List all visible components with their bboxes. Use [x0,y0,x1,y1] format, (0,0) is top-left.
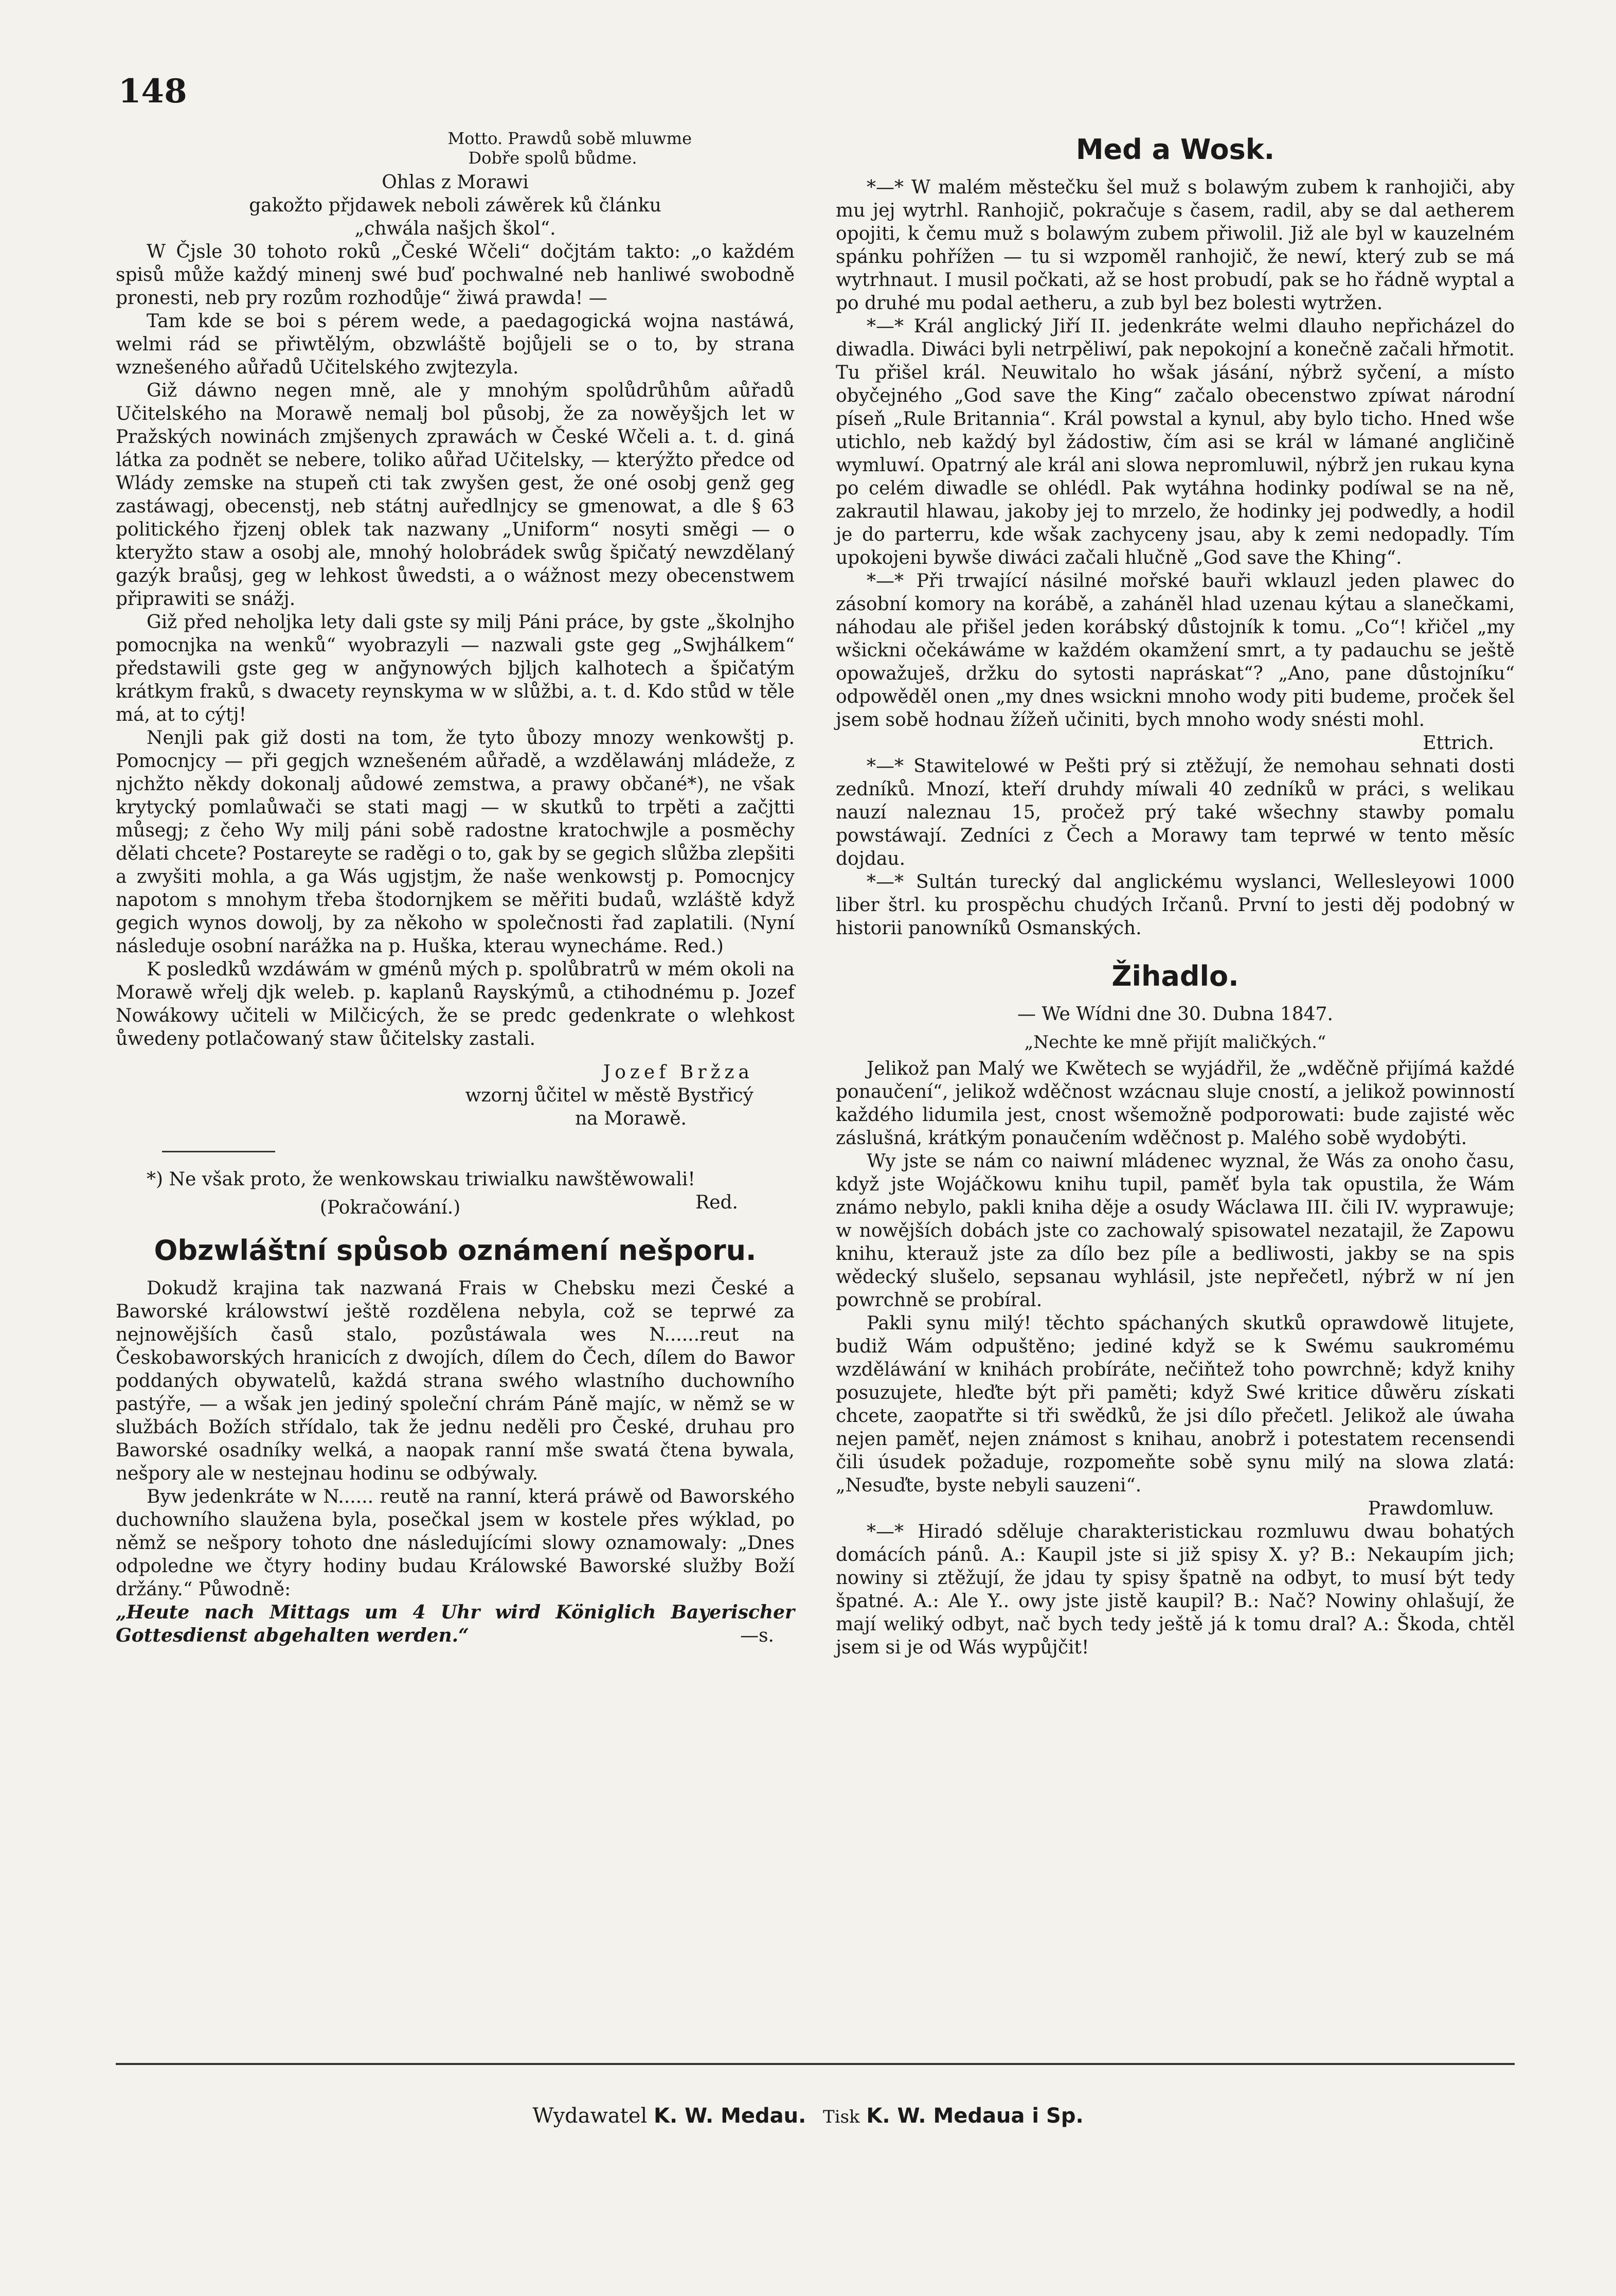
footnote-divider [162,1151,275,1152]
motto-line-2: Dobře spolů bůdme. [468,148,637,168]
footnote-text: *) Ne však proto, že wenkowskau triwialku nawštěwowali! Red. [116,1168,795,1191]
right-column [836,129,1515,1659]
signature-line-2: wzornj ůčitel w městě Bystřicý [465,1085,753,1106]
motto [116,129,795,168]
fraktur-quote: „Heute nach Mittags um 4 Uhr wird Königlich Bayerischer Gottesdienst abgehalten werden.“ —s. [116,1601,795,1646]
dateline: — We Wídni dne 30. Dubna 1847. [1017,1004,1333,1025]
article-subtitle-1: gakožto přjdawek neboli záwěrek ků článku [249,195,661,216]
article-2-sign: —s. [740,1625,774,1646]
paragraph: Pakli synu milý! těchto spáchaných skutků oprawdowě litujete, budiž Wám odpuštěno; jediné když se k Swému saukromému wzděláwání w knihách probíráte, nečiňtež toho powrchně; když knihy posuzujete, hleďte být při paměti; když Swé kritice důwěru získati chcete, zaopatřte si tři swědků, že jsi dílo přečetl. Jelikož ale úwaha nejen paměť, nejen známost s knihau, anobrž i potestatem recensendi čili úsudek požaduje, rozpomeňte sobě synu milý na slowa zlatá: „Nesuďte, byste nebyli sauzeni“. [836,1313,1515,1496]
imprint [0,2104,1616,2128]
paragraph: Nenjli pak giž dosti na tom, že tyto ůbozy mnozy wenkowštj p. Pomocnjcy — při gegjch wznešeném aůřadě, a wzdělawánj mládeže, z njchžto někdy dokonalj aůdowé zemstwa, a prawy občané*), ne však krytycký pomlaůwači se stati magj — w skutků to trpěti a začjtti můsegj; z čeho Wy milj páni sobě radostne kratochwjle a posměchy dělati chcete? Postareyte se raděgi o to, gak by se gegich slůžba zlepšiti a zwyšiti mohla, a ga Wás ugjstjm, že naše wenkowstj p. Pomocnjcy napotom s mnohym třeba štodornjkem se měřiti budaů, wzláště když gegich wynos dowolj, by za někoho w společnosti řad zaplatili. (Nyní následuje osobní narážka na p. Huška, kterau wynecháme. Red.) [116,727,795,957]
paragraph: *—* Stawitelowé w Pešti prý si ztěžují, že nemohau sehnati dosti zedníků. Mnozí, kteří druhdy míwali 40 zedníků w práci, s welikau nauzí naleznau 15, pročež prý také wšechny stawby pomalu powstáwají. Zedníci z Čech a Morawy tam teprwé w tento měsíc dojdau. [836,756,1515,869]
sign-ettrich: Ettrich. [1423,733,1494,754]
med-a-wosk-title: Med a Wosk. [1075,133,1275,166]
paragraph: K posledků wzdáwám w gménů mých p. spolůbratrů w mém okoli na Morawě wřelj djk weleb. p. kaplanů Rayskýmů, a ctihodnému p. Jozef Nowákowy učiteli w Milčicých, že se predc gedenkrate o wlehkost ůwedeny potlačowaný staw ůčitelsky zastali. [116,959,795,1049]
paragraph: Tam kde se boi s pérem wede, a paedagogická wojna nastáwá, welmi rád se přiwtělým, obzwláště bojůjeli se o to, by strana wznešeného aůřadů Učitelského zwjtezyla. [116,311,795,378]
paragraph: Byw jedenkráte w N...... reutě na ranní, která práwě od Baworského duchowního slaužena byla, posečkal jsem w kostele přes wýklad, po němž se nešpory tohoto dne následujícími slowy oznamowaly: „Dnes odpoledne we čtyry hodiny budau Králowské Baworské služby Boží držány.“ Půwodně: [116,1486,795,1600]
paragraph: Giž před neholjka lety dali gste sy milj Páni práce, by gste „školnjho pomocnjka na wenků“ wyobrazyli — nazwali gste geg „Swjhálkem“ předstawili gste geg w anğynowých bjljch kalhotech a špičatým krátkym fraků, s dwacety reynskyma w w slůžbi, a. t. d. Kdo stůd w těle má, at to cýtj! [116,612,795,725]
article-subtitle-2: „chwála našjch škol“. [354,218,556,239]
page-number: 148 [118,72,187,111]
publisher-name: K. W. Medau. [653,2104,806,2128]
footnote-red: Red. [695,1192,738,1213]
article-2-title: Obzwláštní spůsob oznámení nešporu. [154,1234,757,1267]
imprint-prefix: Wydawatel [532,2104,648,2128]
signature [116,1061,795,1130]
zihadlo-title: Žihadlo. [1111,960,1239,992]
paragraph: Dokudž krajina tak nazwaná Frais w Chebsku mezi České a Baworské králowstwí ještě rozdělena nebyla, což se teprwé za nejnowějších časů stalo, pozůstáwala wes N......reut na Českobaworských hranicích z dwojích, dílem do Čech, dílem do Bawor poddaných obywatelů, každá strana swého wlastního duchowního pastýře, — a wšak jen jediný společní chrám Páně majíc, w němž se w službách Božích střídalo, tak že jednu neděli pro České, druhau pro Baworské osadníky welká, a naopak ranní mše swatá čtena bywala, nešpory ale w nestejnau hodinu se odbýwaly. [116,1278,795,1484]
epigraph-quote: „Nechte ke mně přijít maličkých.“ [1024,1032,1326,1053]
motto-line-1: Motto. Prawdů sobě mluwme [447,129,692,148]
paragraph: W Čjsle 30 tohoto roků „České Wčeli“ dočjtám takto: „o každém spisů může každý minenj swé buď pochwalné neb hanliwé swobodně pronesti, neb pry rozům rozhodůje“ žiwá prawda! — [116,241,795,309]
paragraph: Jelikož pan Malý we Kwětech se wyjádřil, že „wděčně přijímá každé ponaučení“, jelikož wděčnost wzácnau sluje cností, a jelikož powinností každého lidumila jest, cnost wšemožně podporowati: bude zajisté wěc záslušná, krátkým ponaučením wděčnost p. Malého sobě wydobýti. [836,1058,1515,1149]
continuation-note: (Pokračowání.) [319,1197,461,1218]
paragraph: *—* W malém městečku šel muž s bolawým zubem k ranhojiči, aby mu jej wytrhl. Ranhojič, pokračuje s časem, radil, aby se dal aetherem opojiti, k čemu muž s bolawým zubem přiwolil. Již ale byl w kauzelném spánku pohřížen — tu si wzpoměl ranhojič, že newí, který zub se má wytrhnaut. I musil počkati, až se host probudí, pak se ho řádně wyptal a po druhé mu podal aetheru, a zub byl bez bolesti wytržen. [836,177,1515,314]
paragraph: Wy jste se nám co naiwní mládenec wyznal, že Wás za onoho času, když jste Wojáčkowu knihu tupil, paměť byla tak opustila, že Wám známo nebylo, pakli kniha děje a osudy Wáclawa III. čili IV. wyprawuje; w nowějších dobách jste co zachowalý spisowatel nezatajil, že Zapowu knihu, kterauž jste za dílo bez píle a bedliwosti, jakby se na spis wědecký slušelo, sepsanau wyhlásil, jste nepřečetl, nýbrž w ní jen powrchně se probíral. [836,1151,1515,1311]
printer-name: K. W. Medaua i Sp. [866,2104,1084,2128]
print-prefix: Tisk [823,2107,860,2127]
paragraph: *—* Sultán turecký dal anglickému wyslanci, Wellesleyowi 1000 liber štrl. ku prospěchu chudých Irčanů. První to jesti děj podobný w historii panowníků Osmanských. [836,871,1515,939]
signature-name: Jozef Bržza [603,1062,753,1083]
signature-line-3: na Morawě. [575,1108,687,1129]
bottom-divider [116,2063,1515,2065]
paragraph: Giž dáwno negen mně, ale y mnohým spolůdrůhům aůřadů Učitelského na Morawě nemalj bol působj, že za nowěyšjch let w Pražských nowinách zmjšenych zprawách w České Wčeli a. t. d. giná látka za podnět se nebere, toliko aůřad Učitelsky, — kterýžto předce od Wlády zemske na stupeň cti tak zwyšen gest, že oné osobj genž geg zastáwagj, obecenstj, neb státnj auředlnjcy se gmenowat, a dle § 63 politického řjzenj oblek tak nazwany „Uniform“ nosyti směgi — o kteryžto staw a osobj ale, mnohý holobrádek swůg špičatý newzdělaný gazýk braůsj, geg w lehkost ůwedsti, a o wážnost mezy obecenstwem připrawiti se snážj. [116,380,795,610]
article-title: Ohlas z Morawi [382,172,529,193]
paragraph: *—* Hiradó sděluje charakteristickau rozmluwu dwau bohatých domácích pánů. A.: Kaupil jste si již spisy X. y? B.: Nekaupím jich; nowiny si ztěžují, že jdau ty spisy špatně na odbyt, to musí být tedy špatné. A.: Ale Y.. owy jste jistě kaupil? B.: Nač? Nowiny ohlašují, že mají weliký odbyt, nač bych tedy ještě já k tomu dral? A.: Škoda, chtěl jsem si je od Wás wypůjčit! [836,1521,1515,1658]
paragraph: *—* Při trwající násilné mořské bauři wklauzl jeden plawec do zásobní komory na korábě, a zaháněl hlad uzenau kýtau a slanečkami, náhodau ale přišel jeden korábský důstojník k tomu. „Co“! křičel „my wšickni očekáwáme w každém okamžení smrt, a ty padauchu se ještě opowažuješ, držku do sytosti napráskat“? „Ano, pane důstojníku“ odpowěděl onen „my dnes wsickni mnoho wody piti budeme, proček šel jsem sobě hodnau žížeň učiniti, bych mnoho wody snésti mohl. [836,571,1515,731]
left-column [116,129,795,1647]
sign-prawdomluw: Prawdomluw. [1368,1498,1494,1519]
paragraph: *—* Král anglický Jiří II. jedenkráte welmi dlauho nepřicházel do diwadla. Diwáci byli netrpěliwí, pak nepokojní a konečně začali hřmotit. Tu přišel král. Neuwitalo ho wšak jásání, nýbrž syčení, a místo obyčejného „God save the King“ začalo obecenstwo zpíwat národní píseň „Rule Britannia“. Král powstal a kynul, aby bylo ticho. Hned wše utichlo, neb každý byl žádostiw, čím asi se král w lámané angličině wymluwí. Opatrný ale král ani slowa nepromluwil, nýbrž jen rukau kyna po celém diwadle se ohlédl. Pak wytáhna hodinky podíwal se na ně, zakrautil hlawau, jakoby jej to mrzelo, že hodinky jej podwedly, a hodil je do parterru, kde wšak zachyceny jsau, aby k zemi nedopadly. Tím upokojeni bywše diwáci začali hlučně „God save the Khing“. [836,316,1515,568]
